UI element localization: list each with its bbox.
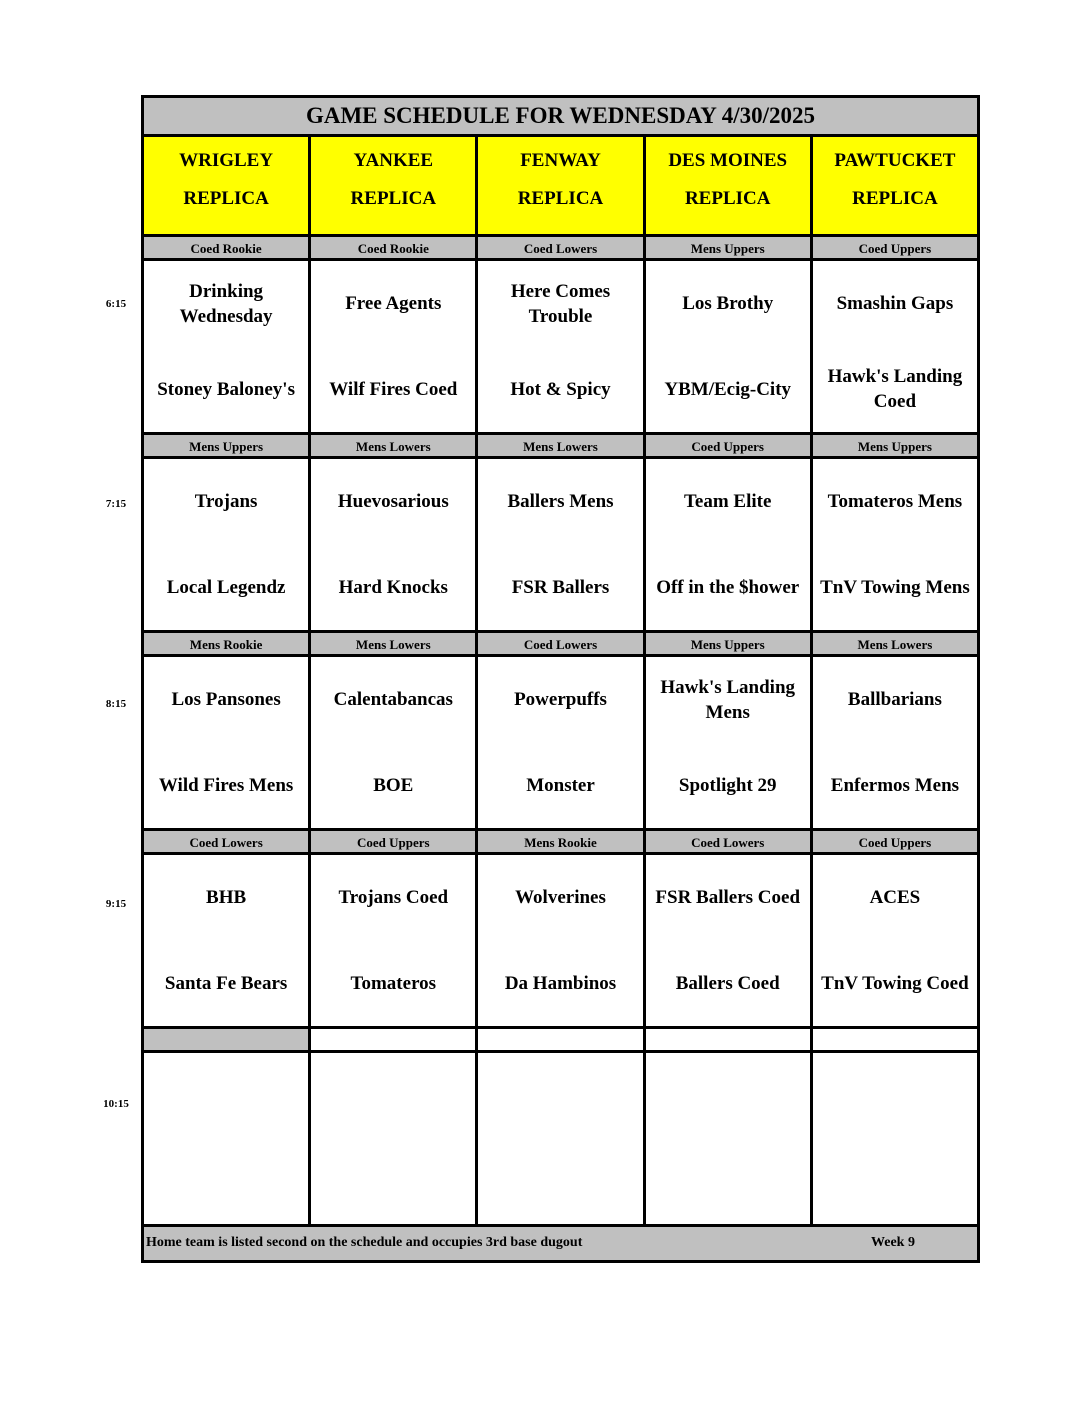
game-row-915 — [144, 855, 977, 1029]
home-team: Santa Fe Bears — [164, 972, 288, 994]
field-name: DES MOINES — [668, 150, 788, 171]
game-cell — [813, 261, 977, 432]
away-team: Trojans Coed — [338, 887, 449, 909]
schedule-footer — [144, 1227, 977, 1260]
division-label-empty — [311, 1029, 478, 1050]
game-cell-empty — [646, 1053, 813, 1224]
home-team: Tomateros — [350, 972, 437, 994]
home-team: FSR Ballers — [511, 576, 610, 598]
game-cell — [311, 855, 478, 1026]
division-label-empty — [813, 1029, 977, 1050]
field-name: FENWAY — [520, 150, 601, 171]
division-label: Mens Rookie — [478, 831, 645, 852]
away-team: Powerpuffs — [514, 689, 607, 711]
game-cell — [144, 261, 311, 432]
home-team: Ballers Coed — [675, 972, 780, 994]
home-team: Hot & Spicy — [510, 378, 611, 400]
home-team: Spotlight 29 — [678, 774, 777, 796]
division-label-empty — [144, 1029, 311, 1050]
game-row-615 — [144, 261, 977, 435]
away-team: Calentabancas — [333, 689, 453, 711]
time-label-1015: 10:15 — [103, 1098, 129, 1110]
division-label: Mens Lowers — [311, 633, 478, 654]
division-label: Coed Uppers — [646, 435, 813, 456]
field-name: WRIGLEY — [179, 150, 274, 171]
division-label: Coed Lowers — [478, 633, 645, 654]
game-cell — [646, 855, 813, 1026]
game-cell-empty — [144, 1053, 311, 1224]
game-row-815 — [144, 657, 977, 831]
division-label: Mens Uppers — [646, 237, 813, 258]
game-cell-empty — [813, 1053, 977, 1224]
field-name: PAWTUCKET — [834, 150, 956, 171]
home-team: TnV Towing Mens — [820, 576, 970, 598]
schedule-title: GAME SCHEDULE FOR WEDNESDAY 4/30/2025 — [144, 98, 977, 137]
home-team: Da Hambinos — [504, 972, 617, 994]
schedule-table — [141, 95, 980, 1263]
division-label: Mens Rookie — [144, 633, 311, 654]
field-sub: REPLICA — [183, 188, 269, 209]
division-label: Coed Lowers — [478, 237, 645, 258]
field-header-yankee — [311, 137, 478, 234]
division-row-815 — [144, 633, 977, 657]
game-cell — [144, 657, 311, 828]
division-label: Coed Uppers — [813, 237, 977, 258]
away-team: Los Brothy — [682, 293, 774, 315]
field-sub: REPLICA — [350, 188, 437, 209]
division-label: Mens Lowers — [478, 435, 645, 456]
week-label: Week 9 — [871, 1235, 915, 1250]
field-name: YANKEE — [353, 150, 434, 171]
game-cell — [646, 657, 813, 828]
home-team: Monster — [526, 774, 595, 796]
division-label: Coed Lowers — [646, 831, 813, 852]
home-team: Wild Fires Mens — [158, 774, 294, 796]
division-label-empty — [478, 1029, 645, 1050]
field-header-row — [144, 137, 977, 237]
home-team: Enfermos Mens — [830, 774, 960, 796]
division-label-empty — [646, 1029, 813, 1050]
division-label: Coed Uppers — [813, 831, 977, 852]
field-header-fenway — [478, 137, 645, 234]
division-row-915 — [144, 831, 977, 855]
away-team: Hawk's Landing Mens — [660, 676, 796, 723]
game-cell — [478, 855, 645, 1026]
division-label: Coed Rookie — [144, 237, 311, 258]
game-cell — [813, 855, 977, 1026]
home-team: TnV Towing Coed — [821, 972, 969, 994]
away-team: BHB — [206, 887, 247, 909]
division-label: Coed Rookie — [311, 237, 478, 258]
away-team: Team Elite — [683, 491, 772, 513]
time-label-915: 9:15 — [105, 898, 127, 910]
game-cell-empty — [478, 1053, 645, 1224]
game-cell — [478, 261, 645, 432]
division-row-715 — [144, 435, 977, 459]
away-team: Wolverines — [515, 887, 606, 909]
game-cell — [646, 261, 813, 432]
game-cell — [311, 657, 478, 828]
game-cell — [478, 459, 645, 630]
field-header-des-moines — [646, 137, 813, 234]
game-cell — [144, 855, 311, 1026]
field-header-wrigley — [144, 137, 311, 234]
away-team: Tomateros Mens — [827, 491, 963, 513]
game-cell — [646, 459, 813, 630]
home-team: YBM/Ecig-City — [664, 378, 792, 400]
division-label: Coed Uppers — [311, 831, 478, 852]
away-team: ACES — [869, 887, 921, 909]
game-cell — [144, 459, 311, 630]
home-team: Local Legendz — [166, 576, 286, 598]
away-team: Drinking Wednesday — [179, 280, 273, 327]
division-label: Coed Lowers — [144, 831, 311, 852]
division-row-615 — [144, 237, 977, 261]
time-label-615: 6:15 — [105, 298, 127, 310]
away-team: Los Pansones — [171, 689, 281, 711]
away-team: Huevosarious — [337, 491, 449, 513]
away-team: Ballbarians — [847, 689, 942, 711]
division-label: Mens Uppers — [144, 435, 311, 456]
away-team: Here Comes Trouble — [510, 280, 611, 327]
game-row-715 — [144, 459, 977, 633]
home-team: Hawk's Landing Coed — [827, 366, 963, 413]
home-team: Stoney Baloney's — [157, 378, 295, 400]
game-cell — [311, 261, 478, 432]
home-team: Wilf Fires Coed — [329, 378, 458, 400]
home-team: Off in the $hower — [656, 576, 800, 598]
game-cell — [478, 657, 645, 828]
field-sub: REPLICA — [852, 188, 938, 209]
game-cell — [311, 459, 478, 630]
home-team: BOE — [373, 774, 414, 796]
field-sub: REPLICA — [517, 188, 604, 209]
away-team: Smashin Gaps — [836, 293, 954, 315]
time-label-715: 7:15 — [105, 498, 127, 510]
division-label: Mens Uppers — [646, 633, 813, 654]
game-row-1015 — [144, 1053, 977, 1227]
field-sub: REPLICA — [684, 188, 771, 209]
game-cell-empty — [311, 1053, 478, 1224]
away-team: Ballers Mens — [507, 491, 614, 513]
time-label-815: 8:15 — [105, 698, 127, 710]
game-cell — [813, 657, 977, 828]
away-team: Free Agents — [345, 293, 442, 315]
division-label: Mens Lowers — [311, 435, 478, 456]
away-team: Trojans — [194, 491, 258, 513]
division-label: Mens Lowers — [813, 633, 977, 654]
field-header-pawtucket — [813, 137, 977, 234]
home-team: Hard Knocks — [338, 576, 448, 598]
division-label: Mens Uppers — [813, 435, 977, 456]
home-team-note: Home team is listed second on the schedule and occupies 3rd base dugout — [146, 1235, 583, 1250]
away-team: FSR Ballers Coed — [655, 887, 801, 909]
division-row-1015 — [144, 1029, 977, 1053]
game-cell — [813, 459, 977, 630]
